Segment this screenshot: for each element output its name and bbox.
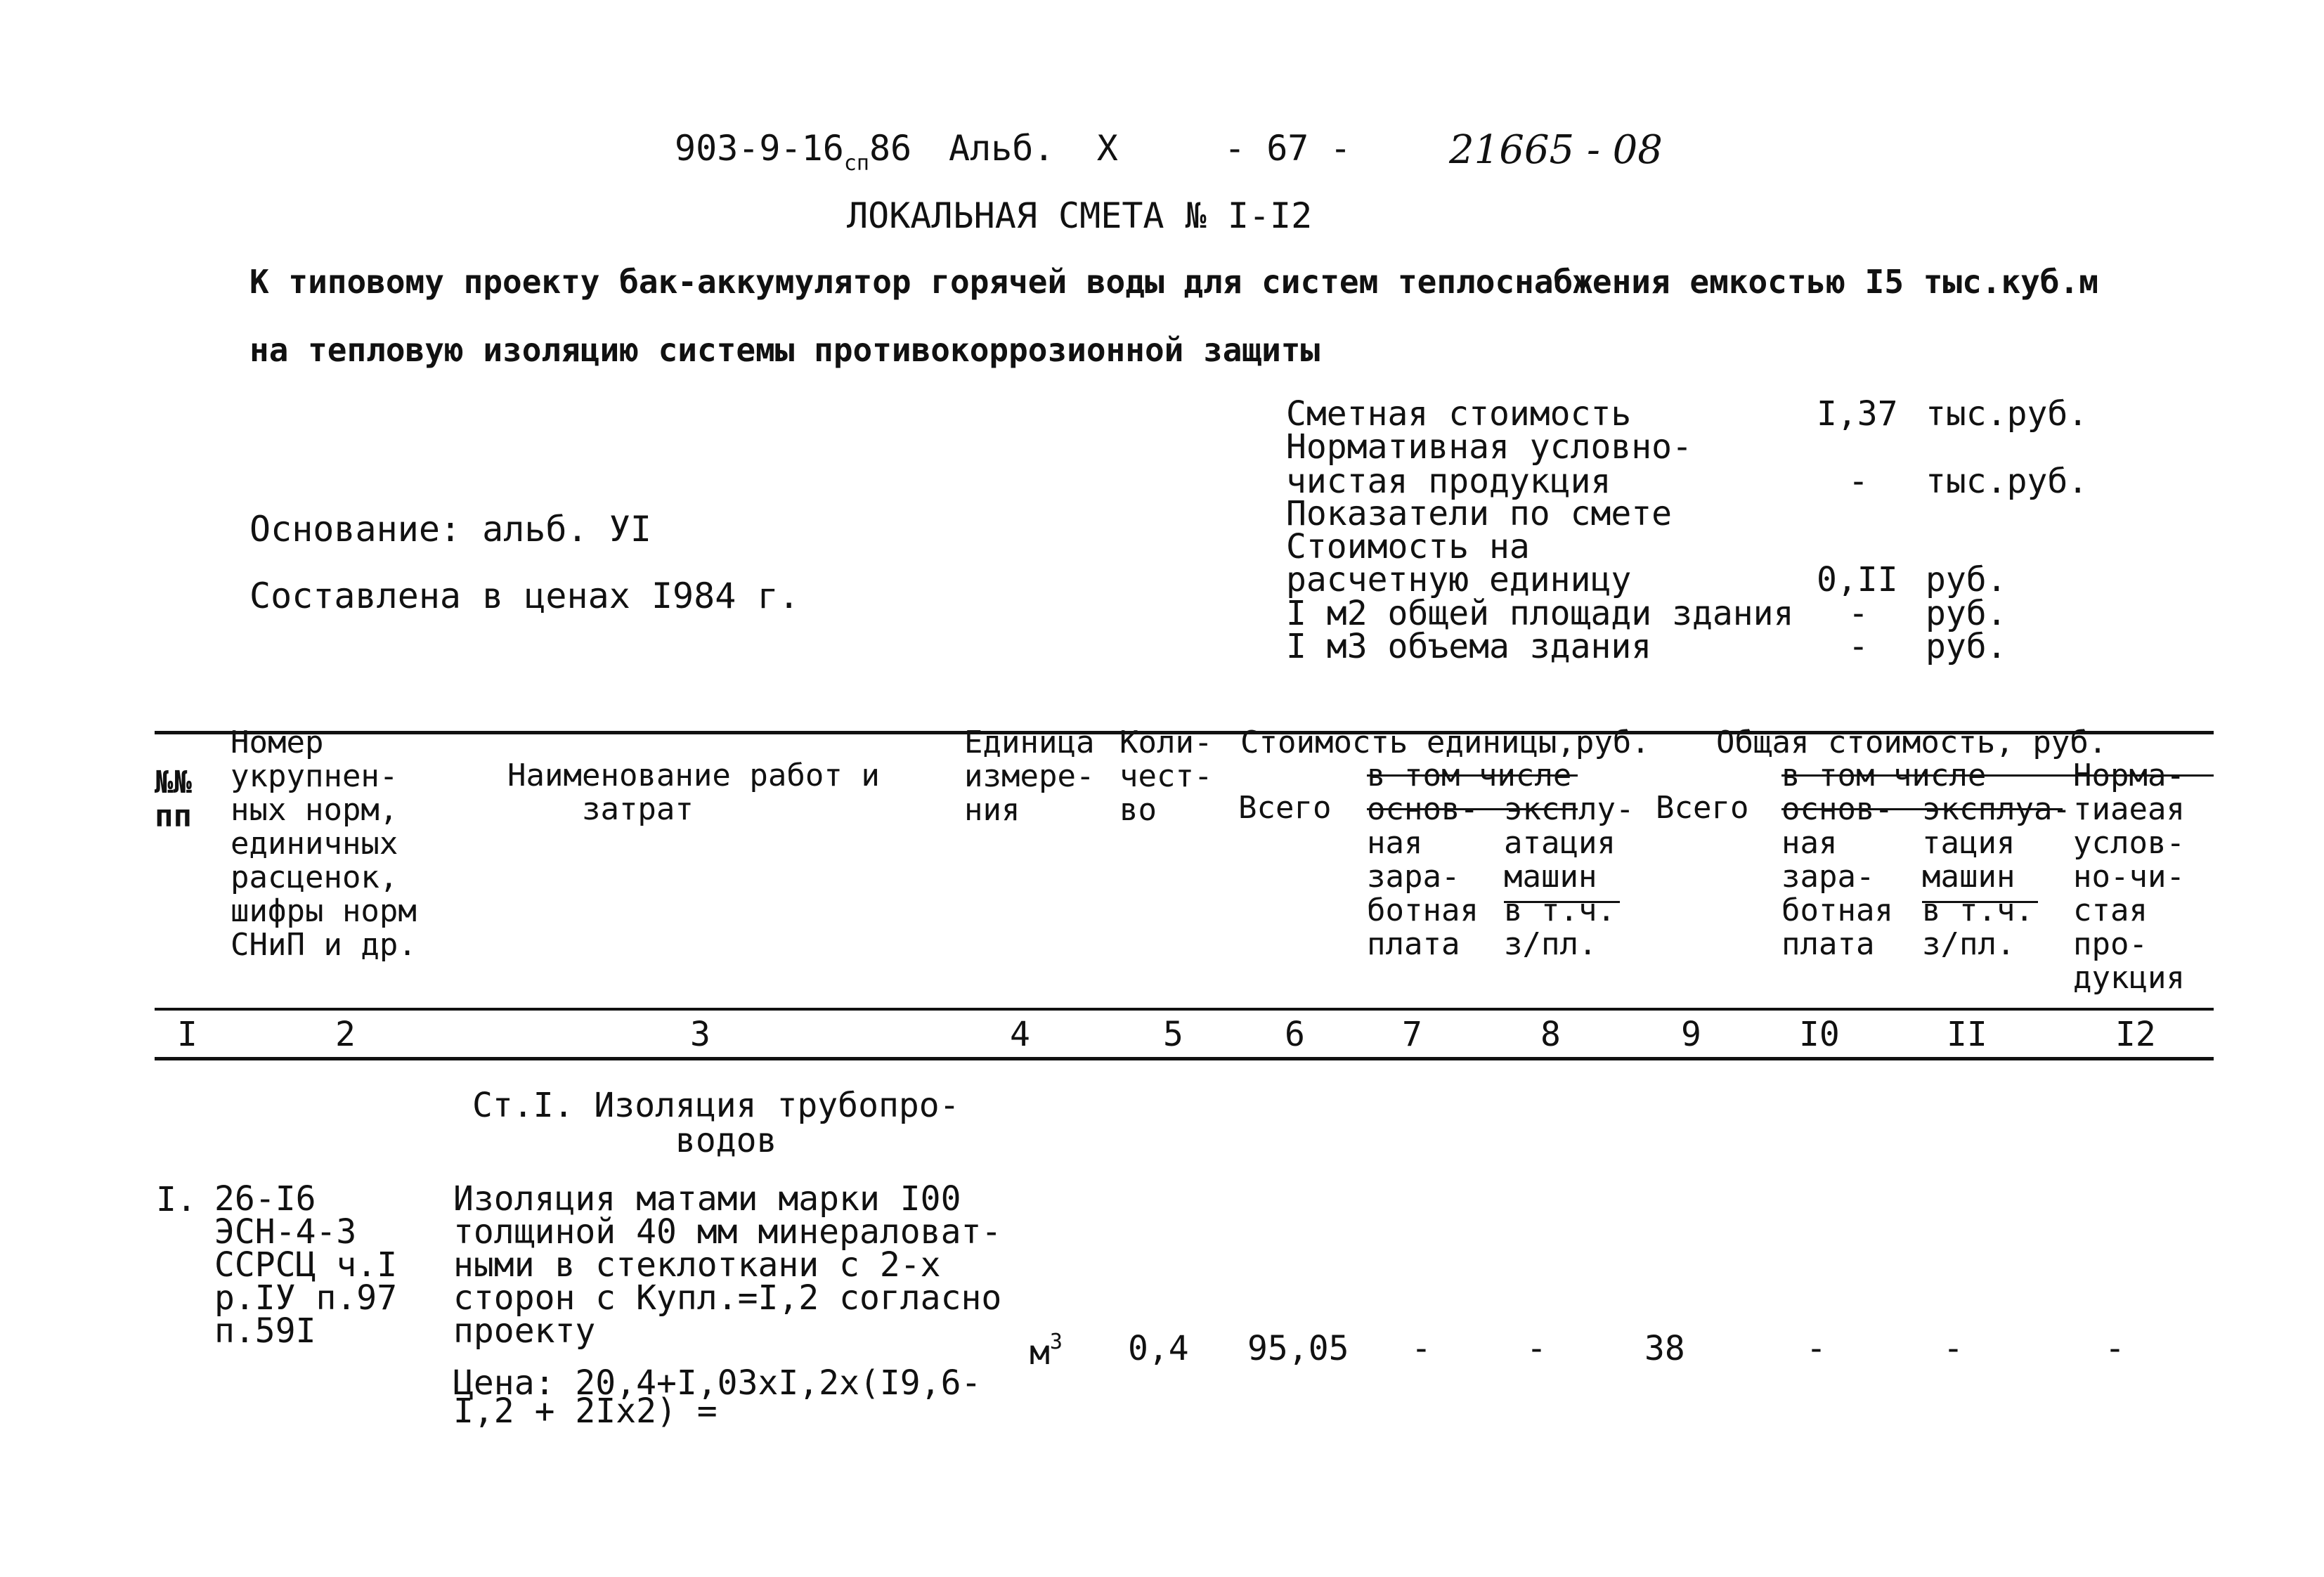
subtitle-line-2: на тепловую изоляцию системы противокоррозионной защиты (249, 331, 1320, 369)
header-group-unit-cost: Стоимость единицы,руб. (1240, 725, 1650, 760)
header-unit-machines: эксплу- атация машин (1504, 791, 1635, 895)
summary-label-2: чистая продукция (1286, 462, 1611, 501)
header-total-incl: в том числе (1781, 758, 1987, 793)
basis-text: Основание: альб. УI (249, 509, 651, 550)
summary-unit-0: тыс.руб. (1926, 394, 2089, 434)
page-title: ЛОКАЛЬНАЯ СМЕТА № I-I2 (847, 195, 1313, 236)
header-bottom-rule (155, 1008, 2214, 1011)
summary-value-2: - (1848, 462, 1869, 501)
header-unit-vtch: в т.ч. (1504, 893, 1616, 928)
summary-value-5: 0,II (1817, 560, 1898, 599)
row-1-price-formula: Цена: 20,4+I,03xI,2x(I9,6- I,2 + 2Ix2) = (453, 1363, 982, 1431)
colnum-5: 5 (1163, 1015, 1183, 1054)
prices-year-text: Составлена в ценах I984 г. (249, 576, 800, 616)
colnum-9: 9 (1681, 1015, 1701, 1054)
header-unit-wage: основ- ная зара- ботная плата (1367, 791, 1479, 962)
summary-value-7: - (1848, 627, 1869, 666)
summary-unit-6: руб. (1926, 594, 2007, 633)
colnum-10: I0 (1799, 1015, 1840, 1054)
row-1-unit: $м^3$ (1030, 1330, 1063, 1372)
colnum-8: 8 (1540, 1015, 1561, 1054)
row-1-number: I. (156, 1180, 197, 1219)
summary-label-0: Сметная стоимость (1286, 394, 1632, 434)
summary-unit-5: руб. (1926, 560, 2007, 599)
page-number: - 67 - (1224, 128, 1351, 169)
header-total-machines: эксплуа- тация машин (1922, 791, 2071, 895)
colnum-4: 4 (1010, 1015, 1030, 1054)
summary-label-7: I м3 объема здания (1286, 627, 1652, 666)
summary-value-6: - (1848, 594, 1869, 633)
summary-unit-7: руб. (1926, 627, 2007, 666)
header-unit-incl: в том числе (1367, 758, 1572, 793)
header-unit-total: Всего (1238, 790, 1332, 826)
colnum-3: 3 (690, 1015, 710, 1054)
colnum-12: I2 (2115, 1015, 2156, 1054)
album-number: Альб. X (949, 128, 1118, 169)
summary-label-1: Нормативная условно- (1286, 427, 1692, 467)
row-1-total-machines: - (1943, 1329, 1963, 1368)
header-total-wage: основ- ная зара- ботная плата (1781, 791, 1893, 962)
header-total-zpl: з/пл. (1922, 926, 2015, 962)
colnum-7: 7 (1402, 1015, 1422, 1054)
handwritten-number: 21665 - 08 (1449, 127, 1663, 173)
row-1-code: 26-I6 ЭСН-4-3 ССРСЦ ч.I р.IУ п.97 п.59I (214, 1179, 398, 1351)
row-1-total-wage: - (1806, 1329, 1826, 1368)
header-total-vtch: в т.ч. (1922, 893, 2034, 928)
subtitle-line-1: К типовому проекту бак-аккумулятор горячей воды для систем теплоснабжения емкостью I5 тыс.куб.м (249, 263, 2098, 301)
summary-label-6: I м2 общей площади здания (1286, 594, 1794, 633)
document-code: $903-9-16_{сп}86$ (675, 128, 912, 176)
row-1-unit-wage: - (1411, 1329, 1432, 1368)
summary-unit-2: тыс.руб. (1926, 462, 2089, 501)
colnum-1: I (177, 1015, 197, 1054)
header-total-total: Всего (1656, 790, 1749, 826)
row-1-work-name: Изоляция матами марки I00 толщиной 40 мм минераловат- ными в стеклоткани с 2-х сторон с Купл.=I,2 согласно проекту (453, 1179, 1002, 1351)
row-1-unit-total: 95,05 (1247, 1329, 1349, 1368)
row-1-quantity: 0,4 (1128, 1329, 1189, 1368)
header-unit-zpl: з/пл. (1504, 926, 1597, 962)
summary-label-4: Стоимость на (1286, 527, 1530, 566)
summary-label-3: Показатели по смете (1286, 494, 1673, 533)
header-col-3: Наименование работ и затрат (507, 758, 880, 827)
header-col-5: Коли- чест- во (1119, 725, 1213, 828)
colnum-11: II (1947, 1015, 1987, 1054)
summary-label-5: расчетную единицу (1286, 560, 1632, 599)
row-1-norm-product: - (2105, 1329, 2125, 1368)
colnum-6: 6 (1285, 1015, 1305, 1054)
header-norm-product: Норма- тиаеая услов- но-чи- стая про- дукция (2073, 758, 2185, 996)
header-col-4: Единица измере- ния (964, 725, 1095, 828)
header-col-2: Номер укрупнен- ных норм, единичных расценок, шифры норм СНиП и др. (231, 725, 417, 963)
row-1-unit-machines: - (1526, 1329, 1547, 1368)
header-group-total-cost: Общая стоимость, руб. (1716, 725, 2108, 760)
colnum-2: 2 (335, 1015, 356, 1054)
section-title: Ст.I. Изоляция трубопро- водов (472, 1086, 960, 1160)
summary-value-0: I,37 (1817, 394, 1898, 434)
column-numbers-rule (155, 1057, 2214, 1060)
header-col-1: №№ пп (155, 765, 192, 834)
row-1-total: 38 (1644, 1329, 1685, 1368)
